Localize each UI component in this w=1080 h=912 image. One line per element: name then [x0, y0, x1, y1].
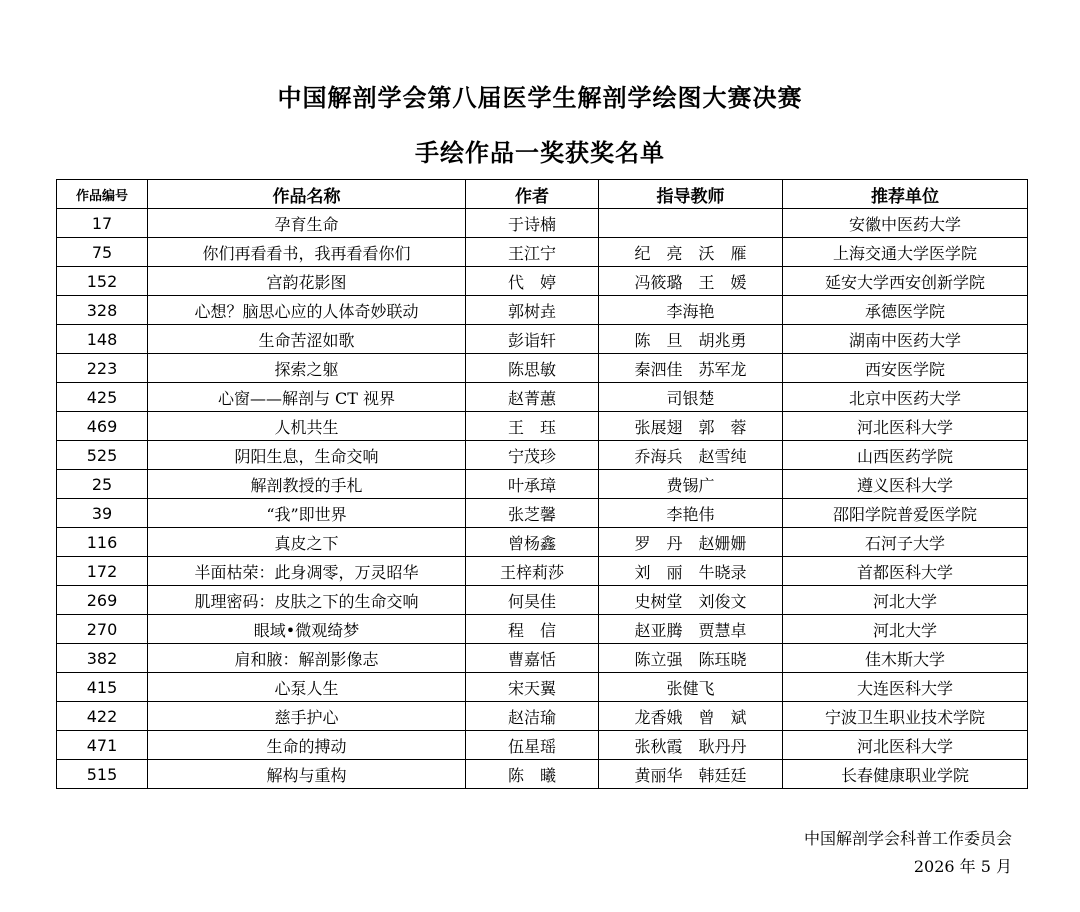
- cell-work-id: 148: [57, 325, 148, 354]
- cell-author: 伍星瑶: [466, 731, 599, 760]
- cell-institution: 延安大学西安创新学院: [783, 267, 1028, 296]
- cell-work-id: 471: [57, 731, 148, 760]
- table-row: [57, 383, 1028, 412]
- cell-institution: 河北大学: [783, 615, 1028, 644]
- cell-author: 赵菁蕙: [466, 383, 599, 412]
- cell-work-name: 解构与重构: [148, 760, 466, 789]
- cell-advisor: 罗 丹 赵姗姗: [599, 528, 783, 557]
- table-row: [57, 499, 1028, 528]
- cell-institution: 山西医药学院: [783, 441, 1028, 470]
- cell-advisor: 龙香娥 曾 斌: [599, 702, 783, 731]
- cell-advisor: 史树堂 刘俊文: [599, 586, 783, 615]
- cell-work-id: 75: [57, 238, 148, 267]
- cell-advisor: 乔海兵 赵雪纯: [599, 441, 783, 470]
- cell-work-id: 172: [57, 557, 148, 586]
- cell-advisor: 刘 丽 牛晓录: [599, 557, 783, 586]
- cell-author: 曾杨鑫: [466, 528, 599, 557]
- cell-author: 王 珏: [466, 412, 599, 441]
- header-author: 作者: [466, 180, 599, 209]
- cell-work-name: 眼域•微观绮梦: [148, 615, 466, 644]
- cell-advisor: 陈 旦 胡兆勇: [599, 325, 783, 354]
- cell-institution: 宁波卫生职业技术学院: [783, 702, 1028, 731]
- cell-work-name: 慈手护心: [148, 702, 466, 731]
- cell-work-name: 真皮之下: [148, 528, 466, 557]
- table-row: [57, 296, 1028, 325]
- cell-work-id: 223: [57, 354, 148, 383]
- cell-work-id: 25: [57, 470, 148, 499]
- cell-advisor: 纪 亮 沃 雁: [599, 238, 783, 267]
- cell-work-name: “我”即世界: [148, 499, 466, 528]
- cell-advisor: 张展翅 郭 蓉: [599, 412, 783, 441]
- cell-work-name: 生命的搏动: [148, 731, 466, 760]
- cell-work-name: 探索之躯: [148, 354, 466, 383]
- table-row: [57, 412, 1028, 441]
- cell-work-id: 17: [57, 209, 148, 238]
- document-subtitle: 手绘作品一奖获奖名单: [415, 139, 665, 167]
- header-work-name: 作品名称: [148, 180, 466, 209]
- cell-advisor: 冯筱璐 王 媛: [599, 267, 783, 296]
- footer-organization: 中国解剖学会科普工作委员会: [803, 829, 1012, 848]
- cell-author: 王梓莉莎: [466, 557, 599, 586]
- table-row: [57, 702, 1028, 731]
- cell-advisor: 李海艳: [599, 296, 783, 325]
- footer-date: 2026 年 5 月: [913, 857, 1012, 876]
- cell-work-name: 肌理密码：皮肤之下的生命交响: [148, 586, 466, 615]
- cell-author: 程 信: [466, 615, 599, 644]
- cell-institution: 安徽中医药大学: [783, 209, 1028, 238]
- cell-author: 代 婷: [466, 267, 599, 296]
- header-work-id: 作品编号: [57, 180, 148, 209]
- cell-work-name: 阴阳生息，生命交响: [148, 441, 466, 470]
- table-row: [57, 528, 1028, 557]
- award-table: [56, 179, 1028, 789]
- cell-work-name: 肩和腋：解剖影像志: [148, 644, 466, 673]
- table-row: [57, 267, 1028, 296]
- cell-institution: 湖南中医药大学: [783, 325, 1028, 354]
- table-row: [57, 673, 1028, 702]
- cell-institution: 承德医学院: [783, 296, 1028, 325]
- cell-institution: 邵阳学院普爱医学院: [783, 499, 1028, 528]
- cell-author: 王江宁: [466, 238, 599, 267]
- cell-work-id: 116: [57, 528, 148, 557]
- cell-institution: 首都医科大学: [783, 557, 1028, 586]
- cell-work-name: 心窗——解剖与 CT 视界: [148, 383, 466, 412]
- cell-work-id: 422: [57, 702, 148, 731]
- cell-work-id: 270: [57, 615, 148, 644]
- cell-work-id: 469: [57, 412, 148, 441]
- cell-work-id: 269: [57, 586, 148, 615]
- cell-institution: 西安医学院: [783, 354, 1028, 383]
- cell-advisor: 司银楚: [599, 383, 783, 412]
- cell-work-name: 宫韵花影图: [148, 267, 466, 296]
- table-body: [57, 209, 1028, 789]
- cell-author: 宋天翼: [466, 673, 599, 702]
- cell-advisor: 李艳伟: [599, 499, 783, 528]
- cell-advisor: [599, 209, 783, 238]
- cell-author: 赵洁瑜: [466, 702, 599, 731]
- cell-advisor: 赵亚腾 贾慧卓: [599, 615, 783, 644]
- cell-work-name: 人机共生: [148, 412, 466, 441]
- cell-work-id: 415: [57, 673, 148, 702]
- cell-institution: 佳木斯大学: [783, 644, 1028, 673]
- cell-author: 曹嘉恬: [466, 644, 599, 673]
- table-row: [57, 238, 1028, 267]
- table-row: [57, 441, 1028, 470]
- table-row: [57, 354, 1028, 383]
- cell-advisor: 陈立强 陈珏晓: [599, 644, 783, 673]
- table-row: [57, 470, 1028, 499]
- cell-author: 张芝馨: [466, 499, 599, 528]
- cell-author: 彭诣轩: [466, 325, 599, 354]
- cell-advisor: 张健飞: [599, 673, 783, 702]
- cell-author: 陈 曦: [466, 760, 599, 789]
- cell-work-id: 39: [57, 499, 148, 528]
- table-row: [57, 644, 1028, 673]
- cell-work-id: 525: [57, 441, 148, 470]
- header-advisor: 指导教师: [599, 180, 783, 209]
- cell-author: 叶承璋: [466, 470, 599, 499]
- table-row: [57, 209, 1028, 238]
- cell-author: 宁茂珍: [466, 441, 599, 470]
- cell-advisor: 秦泗佳 苏军龙: [599, 354, 783, 383]
- cell-work-name: 解剖教授的手札: [148, 470, 466, 499]
- table-row: [57, 325, 1028, 354]
- cell-author: 郭树垚: [466, 296, 599, 325]
- document-title: 中国解剖学会第八届医学生解剖学绘图大赛决赛: [277, 84, 803, 112]
- cell-institution: 大连医科大学: [783, 673, 1028, 702]
- cell-work-id: 515: [57, 760, 148, 789]
- table-row: [57, 760, 1028, 789]
- table-row: [57, 731, 1028, 760]
- cell-institution: 北京中医药大学: [783, 383, 1028, 412]
- table-row: [57, 557, 1028, 586]
- cell-institution: 石河子大学: [783, 528, 1028, 557]
- cell-author: 于诗楠: [466, 209, 599, 238]
- table-header-row: [57, 180, 1028, 209]
- cell-work-name: 半面枯荣：此身凋零，万灵昭华: [148, 557, 466, 586]
- cell-work-id: 382: [57, 644, 148, 673]
- cell-institution: 河北医科大学: [783, 412, 1028, 441]
- cell-institution: 河北大学: [783, 586, 1028, 615]
- cell-advisor: 黄丽华 韩廷廷: [599, 760, 783, 789]
- cell-author: 何昊佳: [466, 586, 599, 615]
- header-institution: 推荐单位: [783, 180, 1028, 209]
- cell-institution: 长春健康职业学院: [783, 760, 1028, 789]
- cell-institution: 上海交通大学医学院: [783, 238, 1028, 267]
- cell-work-name: 心泵人生: [148, 673, 466, 702]
- cell-advisor: 费锡广: [599, 470, 783, 499]
- cell-institution: 遵义医科大学: [783, 470, 1028, 499]
- cell-work-name: 生命苦涩如歌: [148, 325, 466, 354]
- cell-work-id: 152: [57, 267, 148, 296]
- cell-work-name: 孕育生命: [148, 209, 466, 238]
- cell-work-name: 你们再看看书，我再看看你们: [148, 238, 466, 267]
- table-row: [57, 586, 1028, 615]
- cell-work-name: 心想？脑思心应的人体奇妙联动: [148, 296, 466, 325]
- cell-work-id: 425: [57, 383, 148, 412]
- cell-author: 陈思敏: [466, 354, 599, 383]
- cell-institution: 河北医科大学: [783, 731, 1028, 760]
- cell-work-id: 328: [57, 296, 148, 325]
- cell-advisor: 张秋霞 耿丹丹: [599, 731, 783, 760]
- table-row: [57, 615, 1028, 644]
